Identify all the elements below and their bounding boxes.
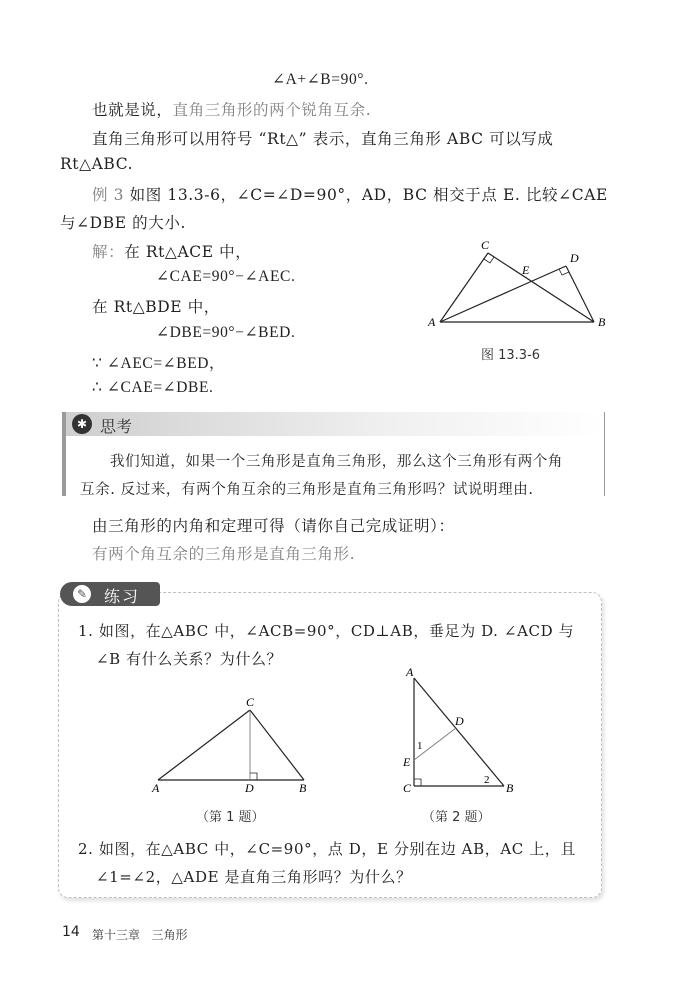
pencil-icon: ✎	[70, 582, 94, 606]
q1-label-d: D	[245, 781, 254, 795]
conclusion-line-2: 有两个角互余的三角形是直角三角形.	[92, 545, 356, 563]
label-c: C	[481, 238, 490, 252]
q1-segment-cb	[250, 710, 304, 780]
figure-13-3-6	[420, 236, 620, 336]
example-text-1: 如图 13.3-6，∠C=∠D=90°，AD，BC 相交于点 E. 比较∠CAE	[129, 186, 608, 204]
q1-segment-ac	[158, 710, 250, 780]
label-b: B	[598, 315, 606, 329]
q2-label-2: 2	[484, 774, 490, 786]
question-1-line-2: ∠B 有什么关系？为什么？	[96, 650, 283, 668]
solution-line-1	[92, 240, 251, 262]
q2-segment-ab	[414, 678, 504, 786]
practice-title: 练习	[104, 587, 141, 606]
q2-label-1: 1	[417, 740, 423, 752]
solution-line-6: ∴ ∠CAE=∠DBE.	[92, 379, 214, 396]
q2-label-e: E	[403, 755, 411, 769]
label-e: E	[522, 263, 530, 277]
figure-question-2	[396, 664, 526, 802]
example-line-2: 与∠DBE 的大小.	[60, 214, 186, 232]
solution-text-1: 在 Rt△ACE 中，	[124, 243, 252, 261]
top-line-1-prefix: 也就是说，	[92, 101, 173, 119]
q2-right-angle-c	[414, 779, 421, 786]
solution-label: 解：	[92, 243, 125, 261]
question-2-line-2: ∠1=∠2，△ADE 是直角三角形吗？为什么？	[96, 868, 412, 886]
q2-label-a: A	[406, 665, 414, 679]
top-line-1	[92, 98, 371, 120]
example-label: 例 3	[92, 186, 125, 204]
solution-line-2: ∠CAE=90°−∠AEC.	[156, 268, 296, 285]
q2-label-d: D	[455, 714, 464, 728]
page-number: 14	[62, 924, 80, 940]
think-text-2: 互余. 反过来，有两个角互余的三角形是直角三角形吗？试说明理由.	[80, 482, 534, 498]
figure-1-caption: （第 1 题）	[196, 810, 265, 825]
think-header-bar	[66, 412, 604, 436]
figure-2-caption: （第 2 题）	[422, 810, 491, 825]
solution-line-4: ∠DBE=90°−∠BED.	[156, 324, 296, 341]
solution-line-5: ∵ ∠AEC=∠BED，	[92, 355, 226, 372]
question-2-line-1: 2. 如图，在△ABC 中，∠C=90°，点 D，E 分别在边 AB，AC 上，且	[78, 840, 577, 858]
chapter-title: 第十三章 三角形	[92, 928, 188, 942]
question-1-line-1: 1. 如图，在△ABC 中，∠ACB=90°，CD⊥AB，垂足为 D. ∠ACD 与	[78, 622, 575, 640]
q2-label-b: B	[506, 781, 514, 795]
right-angle-c	[484, 257, 494, 263]
q1-label-c: C	[246, 695, 255, 709]
q2-label-c: C	[403, 781, 412, 795]
solution-line-3: 在 Rt△BDE 中，	[92, 298, 220, 316]
top-line-2: 直角三角形可以用符号 “Rt△” 表示，直角三角形 ABC 可以写成	[92, 130, 554, 148]
q1-label-b: B	[299, 781, 307, 795]
top-line-1-highlight: 直角三角形的两个锐角互余.	[172, 101, 372, 119]
example-line-1	[92, 183, 608, 205]
q1-label-a: A	[152, 781, 160, 795]
conclusion-line-1: 由三角形的内角和定理可得（请你自己完成证明）：	[92, 517, 455, 535]
q1-right-angle-d	[250, 773, 257, 780]
top-line-3: Rt△ABC.	[60, 155, 134, 173]
think-title: 思考	[100, 417, 133, 436]
figure-caption: 图 13.3-6	[481, 348, 541, 363]
label-d: D	[570, 251, 579, 265]
formula-angle-sum: ∠A+∠B=90°.	[272, 71, 369, 88]
bulb-icon: ✱	[72, 414, 92, 434]
figure-question-1	[146, 694, 316, 798]
think-text-1: 我们知道，如果一个三角形是直角三角形，那么这个三角形有两个角	[110, 454, 563, 470]
label-a: A	[428, 315, 436, 329]
